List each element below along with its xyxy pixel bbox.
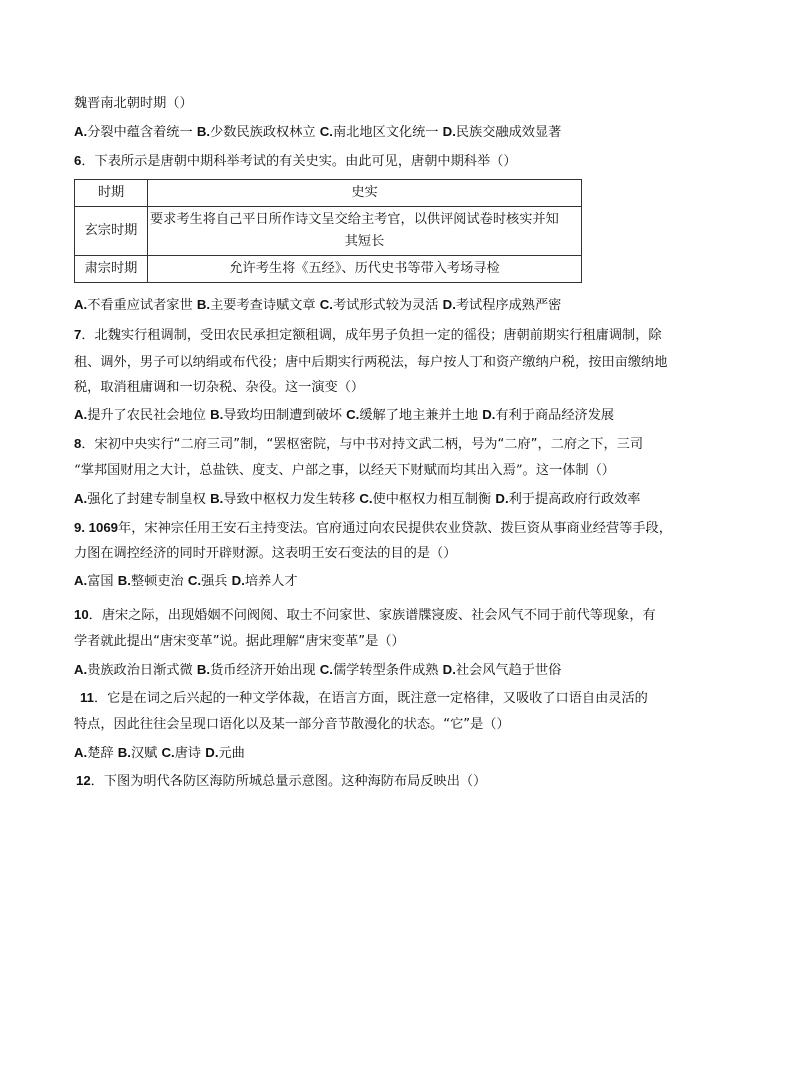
q8-option-a: 强化了封建专制皇权	[87, 492, 211, 507]
q11-option-c-letter: C.	[161, 745, 175, 760]
q5-option-b: 少数民族政权林立	[210, 125, 320, 140]
q11-option-c: 唐诗	[174, 746, 206, 761]
q7-stem-line3: 税，取消租庸调和一切杂税、杂役。这一演变（）	[74, 380, 365, 395]
q10-stem-line2: 学者就此提出“唐宋变革”说。据此理解“唐宋变革”是（）	[74, 634, 405, 649]
q9-options	[74, 572, 298, 591]
q10-stem-line1	[74, 606, 656, 625]
q8-option-b: 导致中枢权力发生转移	[223, 492, 360, 507]
q5-options	[74, 123, 561, 142]
q9-option-b-letter: B.	[117, 573, 131, 588]
q10-number: 10	[74, 607, 89, 622]
q5-stem-tail: 魏晋南北朝时期（）	[74, 96, 193, 111]
q11-option-d-letter: D.	[205, 745, 219, 760]
q11-option-a: 楚辞	[87, 746, 118, 761]
q6-option-d-letter: D.	[442, 297, 456, 312]
q5-option-c-letter: C.	[319, 124, 333, 139]
q7-stem-line2: 租、调外，男子可以纳绢或布代役；唐中后期实行两税法，每户按人丁和资产缴纳户税，按田亩缴纳地	[74, 355, 668, 370]
q10-option-c-letter: C.	[319, 662, 333, 677]
table-header-fact: 史实	[148, 180, 582, 207]
table-cell-fact	[148, 207, 582, 256]
q9-option-d-letter: D.	[231, 573, 245, 588]
q10-options	[74, 661, 561, 680]
q8-stem-text-1: ．宋初中央实行“二府三司”制，“罢枢密院，与中书对持文武二柄，号为“二府”，二府之下，三司	[81, 437, 644, 452]
q7-option-b: 导致均田制遭到破坏	[223, 408, 347, 423]
q10-option-a-letter: A.	[74, 662, 88, 677]
q8-option-d-letter: D.	[495, 491, 509, 506]
table-cell-fact-line1: 要求考生将自己平日所作诗文呈交给主考官，以供评阅试卷时核实并知	[150, 212, 559, 227]
q11-stem-text-1: ．它是在词之后兴起的一种文学体裁，在语言方面，既注意一定格律，又吸收了口语自由灵活的	[93, 691, 648, 706]
q9-option-d: 培养人才	[244, 574, 298, 589]
q9-option-c: 强兵	[201, 574, 232, 589]
q7-option-d: 有利于商品经济发展	[495, 408, 615, 423]
q5-option-b-letter: B.	[196, 124, 211, 139]
q8-stem-line2: “掌邦国财用之大计，总盐铁、度支、户部之事，以经天下财赋而均其出入焉”。这一体制（）	[74, 463, 615, 478]
q7-stem-text-1: ．北魏实行租调制，受田农民承担定额租调，成年男子负担一定的徭役；唐朝前期实行租庸调制，除	[81, 328, 662, 343]
q12-stem	[76, 772, 486, 791]
q9-number: 9.	[74, 520, 85, 535]
q10-option-b-letter: B.	[196, 662, 211, 677]
q8-option-b-letter: B.	[210, 491, 224, 506]
table-row	[75, 207, 582, 256]
q11-option-a-letter: A.	[74, 745, 88, 760]
q10-option-c: 儒学转型条件成熟	[332, 663, 443, 678]
q11-options	[74, 744, 245, 763]
q8-options	[74, 490, 640, 509]
q7-option-c: 缓解了地主兼并土地	[359, 408, 483, 423]
q5-option-d-letter: D.	[442, 124, 456, 139]
q6-option-b-letter: B.	[196, 297, 211, 312]
q7-number: 7	[74, 327, 82, 342]
q9-year: 1069	[85, 520, 119, 535]
q7-stem-line1	[74, 326, 662, 345]
q9-option-b: 整顿吏治	[130, 574, 188, 589]
q6-stem-text: ．下表所示是唐朝中期科举考试的有关史实。由此可见，唐朝中期科举（）	[81, 154, 517, 169]
table-header-period: 时期	[75, 180, 148, 207]
q6-option-d: 考试程序成熟严密	[455, 298, 562, 313]
q8-option-a-letter: A.	[74, 491, 88, 506]
q5-option-a: 分裂中蕴含着统一	[87, 125, 197, 140]
q6-option-a: 不看重应试者家世	[87, 298, 197, 313]
q8-number: 8	[74, 436, 82, 451]
q6-option-c: 考试形式较为灵活	[332, 298, 443, 313]
q6-number: 6	[74, 153, 82, 168]
q9-stem-line2: 力图在调控经济的同时开辟财源。这表明王安石变法的目的是（）	[74, 546, 457, 561]
q8-option-c: 使中枢权力相互制衡	[372, 492, 496, 507]
q11-stem-line2: 特点，因此往往会呈现口语化以及某一部分音节散漫化的状态。“它”是（）	[74, 717, 510, 732]
table-cell-fact-line2: 其短长	[344, 234, 385, 249]
q8-option-c-letter: C.	[359, 491, 373, 506]
q7-option-d-letter: D.	[482, 407, 496, 422]
table-cell-period: 玄宗时期	[75, 207, 148, 256]
q6-option-c-letter: C.	[319, 297, 333, 312]
q10-stem-text-1: ．唐宋之际，出现婚姻不问阀阅、取士不问家世、家族谱牒寖废、社会风气不同于前代等现象，有	[88, 608, 656, 623]
q9-stem-line1	[74, 519, 672, 538]
q7-options	[74, 406, 614, 425]
q7-option-a: 提升了农民社会地位	[87, 408, 211, 423]
q11-option-b: 汉赋	[130, 746, 162, 761]
q9-option-a: 富国	[87, 574, 118, 589]
table-cell-period: 肃宗时期	[75, 256, 148, 283]
q8-option-d: 利于提高政府行政效率	[508, 492, 641, 507]
q7-option-c-letter: C.	[346, 407, 360, 422]
q12-stem-text: ．下图为明代各防区海防所城总量示意图。这种海防布局反映出（）	[90, 774, 487, 789]
q6-option-b: 主要考查诗赋文章	[210, 298, 320, 313]
q6-option-a-letter: A.	[74, 297, 88, 312]
q6-options	[74, 296, 561, 315]
q8-stem-line1	[74, 435, 643, 454]
q5-option-a-letter: A.	[74, 124, 88, 139]
q5-option-c: 南北地区文化统一	[332, 125, 443, 140]
table-cell-fact: 允许考生将《五经》、历代史书等带入考场寻检	[148, 256, 582, 283]
q11-option-d: 元曲	[218, 746, 245, 761]
table-row	[75, 256, 582, 283]
q7-option-b-letter: B.	[210, 407, 224, 422]
q5-option-d: 民族交融成效显著	[455, 125, 562, 140]
q10-option-d: 社会风气趋于世俗	[455, 663, 562, 678]
q9-stem-text-1: 年，宋神宗任用王安石主持变法。官府通过向农民提供农业贷款、拨巨资从事商业经营等手段，	[118, 521, 672, 536]
q10-option-b: 货币经济开始出现	[210, 663, 320, 678]
q10-option-d-letter: D.	[442, 662, 456, 677]
q12-number: 12	[76, 773, 91, 788]
q7-option-a-letter: A.	[74, 407, 88, 422]
q10-option-a: 贵族政治日渐式微	[87, 663, 197, 678]
q9-option-a-letter: A.	[74, 573, 88, 588]
q11-stem-line1	[80, 689, 648, 708]
table-header-row	[75, 180, 582, 207]
q11-option-b-letter: B.	[117, 745, 131, 760]
q11-number: 11	[80, 690, 94, 705]
q9-option-c-letter: C.	[187, 573, 202, 588]
q6-stem	[74, 152, 517, 171]
q6-table	[74, 179, 582, 283]
